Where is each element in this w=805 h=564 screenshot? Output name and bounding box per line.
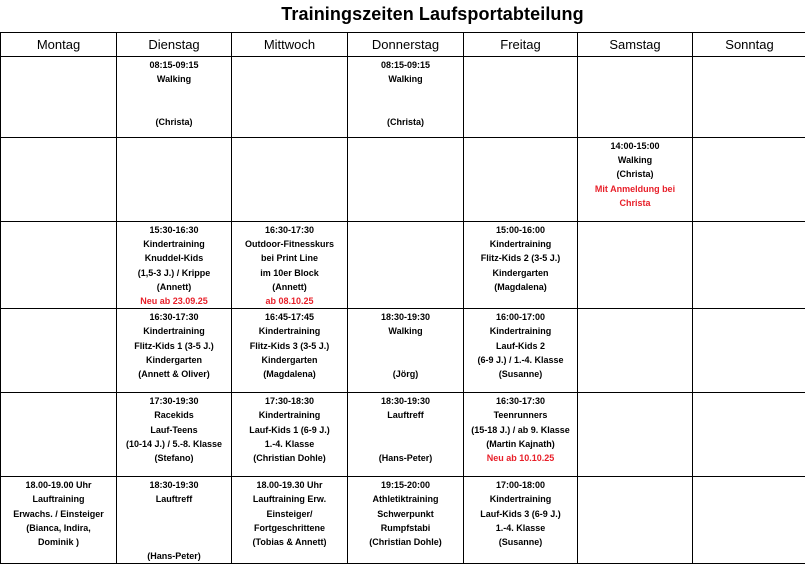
slot-note: Neu ab 23.09.25 xyxy=(117,294,231,308)
blank-line xyxy=(348,101,463,115)
slot-note: ab 08.10.25 xyxy=(232,294,347,308)
slot-cell xyxy=(1,57,117,138)
slot-line: Erwachs. / Einsteiger xyxy=(1,507,116,521)
slot-line: Kindertraining xyxy=(117,237,231,251)
slot-line: Fortgeschrittene xyxy=(232,521,347,535)
slot-line: 1.-4. Klasse xyxy=(464,521,577,535)
slot-cell xyxy=(693,393,805,477)
slot-line: Walking xyxy=(117,72,231,86)
slot-line: Lauftreff xyxy=(117,492,231,506)
slot-line: Lauf-Kids 3 (6-9 J.) xyxy=(464,507,577,521)
slot-line: 08:15-09:15 xyxy=(117,58,231,72)
slot-cell xyxy=(578,393,693,477)
blank-line xyxy=(117,507,231,521)
slot-cell xyxy=(578,138,693,222)
slot-line: Einsteiger/ xyxy=(232,507,347,521)
slot-line: 17:00-18:00 xyxy=(464,478,577,492)
schedule-row xyxy=(1,309,805,393)
slot-line: Walking xyxy=(578,153,692,167)
slot-cell xyxy=(1,309,117,393)
blank-line xyxy=(348,339,463,353)
day-header-dienstag: Dienstag xyxy=(117,33,232,57)
slot-line: Kindertraining xyxy=(232,324,347,338)
day-header-montag: Montag xyxy=(1,33,117,57)
slot-line: (Christian Dohle) xyxy=(348,535,463,549)
slot-line: (Christa) xyxy=(348,115,463,129)
slot-note: Christa xyxy=(578,196,692,210)
slot-line: (6-9 J.) / 1.-4. Klasse xyxy=(464,353,577,367)
day-header-donnerstag: Donnerstag xyxy=(348,33,464,57)
slot-cell xyxy=(348,477,464,564)
slot-cell xyxy=(464,477,578,564)
schedule-row xyxy=(1,222,805,309)
blank-line xyxy=(117,521,231,535)
slot-line: Kindergarten xyxy=(117,353,231,367)
slot-cell xyxy=(578,477,693,564)
slot-line: Flitz-Kids 2 (3-5 J.) xyxy=(464,251,577,265)
slot-cell xyxy=(348,138,464,222)
slot-cell xyxy=(117,138,232,222)
slot-line: (Tobias & Annett) xyxy=(232,535,347,549)
slot-line: Kindertraining xyxy=(464,492,577,506)
slot-line: Walking xyxy=(348,324,463,338)
slot-line: (Hans-Peter) xyxy=(117,549,231,563)
slot-cell xyxy=(693,477,805,564)
slot-line: (Stefano) xyxy=(117,451,231,465)
slot-line: Lauftreff xyxy=(348,408,463,422)
slot-cell xyxy=(117,57,232,138)
slot-line: Outdoor-Fitnesskurs xyxy=(232,237,347,251)
slot-line: (Magdalena) xyxy=(232,367,347,381)
slot-cell xyxy=(348,57,464,138)
slot-line: 08:15-09:15 xyxy=(348,58,463,72)
slot-cell xyxy=(117,393,232,477)
slot-cell xyxy=(232,138,348,222)
slot-cell xyxy=(232,222,348,309)
slot-line: 16:30-17:30 xyxy=(117,310,231,324)
schedule-row xyxy=(1,57,805,138)
slot-cell xyxy=(232,477,348,564)
slot-cell xyxy=(464,57,578,138)
slot-line: 18.00-19.00 Uhr xyxy=(1,478,116,492)
slot-line: 14:00-15:00 xyxy=(578,139,692,153)
blank-line xyxy=(117,101,231,115)
slot-line: Lauf-Teens xyxy=(117,423,231,437)
blank-line xyxy=(348,86,463,100)
slot-cell xyxy=(578,57,693,138)
slot-line: (1,5-3 J.) / Krippe xyxy=(117,266,231,280)
slot-cell xyxy=(578,309,693,393)
slot-line: (Susanne) xyxy=(464,535,577,549)
slot-line: Athletiktraining xyxy=(348,492,463,506)
slot-line: (Martin Kajnath) xyxy=(464,437,577,451)
slot-line: (Christian Dohle) xyxy=(232,451,347,465)
slot-line: Kindertraining xyxy=(232,408,347,422)
schedule-row xyxy=(1,138,805,222)
slot-note: Neu ab 10.10.25 xyxy=(464,451,577,465)
slot-line: (Annett & Oliver) xyxy=(117,367,231,381)
schedule-row xyxy=(1,393,805,477)
slot-line: (Jörg) xyxy=(348,367,463,381)
blank-line xyxy=(117,86,231,100)
day-header-sonntag: Sonntag xyxy=(693,33,805,57)
slot-line: 17:30-19:30 xyxy=(117,394,231,408)
slot-line: (Bianca, Indira, xyxy=(1,521,116,535)
slot-cell xyxy=(117,222,232,309)
slot-cell xyxy=(464,222,578,309)
slot-line: 18.00-19.30 Uhr xyxy=(232,478,347,492)
slot-cell xyxy=(117,309,232,393)
slot-line: 16:00-17:00 xyxy=(464,310,577,324)
slot-line: 15:00-16:00 xyxy=(464,223,577,237)
slot-cell xyxy=(1,222,117,309)
slot-line: Kindertraining xyxy=(464,324,577,338)
slot-line: Rumpfstabi xyxy=(348,521,463,535)
schedule-row xyxy=(1,477,805,564)
slot-cell xyxy=(693,138,805,222)
slot-cell xyxy=(1,138,117,222)
slot-cell xyxy=(578,222,693,309)
day-header-freitag: Freitag xyxy=(464,33,578,57)
slot-line: 15:30-16:30 xyxy=(117,223,231,237)
slot-cell xyxy=(232,393,348,477)
slot-line: Walking xyxy=(348,72,463,86)
schedule-table xyxy=(0,32,805,564)
slot-note: Mit Anmeldung bei xyxy=(578,182,692,196)
slot-cell xyxy=(348,393,464,477)
slot-cell xyxy=(693,57,805,138)
slot-line: (15-18 J.) / ab 9. Klasse xyxy=(464,423,577,437)
day-header-samstag: Samstag xyxy=(578,33,693,57)
slot-line: 16:30-17:30 xyxy=(232,223,347,237)
slot-line: 1.-4. Klasse xyxy=(232,437,347,451)
slot-line: Lauftraining Erw. xyxy=(232,492,347,506)
slot-line: (Annett) xyxy=(117,280,231,294)
slot-line: 17:30-18:30 xyxy=(232,394,347,408)
slot-line: 18:30-19:30 xyxy=(348,310,463,324)
slot-cell xyxy=(693,222,805,309)
slot-cell xyxy=(1,393,117,477)
slot-line: bei Print Line xyxy=(232,251,347,265)
slot-line: 16:30-17:30 xyxy=(464,394,577,408)
slot-line: Flitz-Kids 1 (3-5 J.) xyxy=(117,339,231,353)
slot-line: Knuddel-Kids xyxy=(117,251,231,265)
slot-line: Kindertraining xyxy=(464,237,577,251)
slot-line: (Annett) xyxy=(232,280,347,294)
slot-line: (10-14 J.) / 5.-8. Klasse xyxy=(117,437,231,451)
slot-cell xyxy=(232,57,348,138)
slot-cell xyxy=(117,477,232,564)
slot-line: Schwerpunkt xyxy=(348,507,463,521)
slot-line: (Christa) xyxy=(117,115,231,129)
slot-cell xyxy=(348,309,464,393)
slot-line: Kindergarten xyxy=(464,266,577,280)
slot-line: Racekids xyxy=(117,408,231,422)
slot-cell xyxy=(464,309,578,393)
slot-line: (Magdalena) xyxy=(464,280,577,294)
slot-cell xyxy=(464,393,578,477)
page-title: Trainingszeiten Laufsportabteilung xyxy=(0,4,805,25)
slot-line: Dominik ) xyxy=(1,535,116,549)
slot-line: Lauf-Kids 1 (6-9 J.) xyxy=(232,423,347,437)
slot-line: Lauf-Kids 2 xyxy=(464,339,577,353)
blank-line xyxy=(117,535,231,549)
slot-line: 19:15-20:00 xyxy=(348,478,463,492)
slot-cell xyxy=(693,309,805,393)
slot-line: 18:30-19:30 xyxy=(117,478,231,492)
slot-line: (Susanne) xyxy=(464,367,577,381)
blank-line xyxy=(348,437,463,451)
slot-cell xyxy=(348,222,464,309)
slot-line: im 10er Block xyxy=(232,266,347,280)
slot-line: Flitz-Kids 3 (3-5 J.) xyxy=(232,339,347,353)
blank-line xyxy=(348,423,463,437)
slot-line: Kindergarten xyxy=(232,353,347,367)
day-header-mittwoch: Mittwoch xyxy=(232,33,348,57)
slot-cell xyxy=(464,138,578,222)
blank-line xyxy=(348,353,463,367)
slot-line: Lauftraining xyxy=(1,492,116,506)
slot-line: (Hans-Peter) xyxy=(348,451,463,465)
slot-line: 18:30-19:30 xyxy=(348,394,463,408)
slot-cell xyxy=(232,309,348,393)
slot-line: 16:45-17:45 xyxy=(232,310,347,324)
slot-line: Teenrunners xyxy=(464,408,577,422)
slot-line: (Christa) xyxy=(578,167,692,181)
header-row xyxy=(1,33,805,57)
slot-line: Kindertraining xyxy=(117,324,231,338)
slot-cell xyxy=(1,477,117,564)
